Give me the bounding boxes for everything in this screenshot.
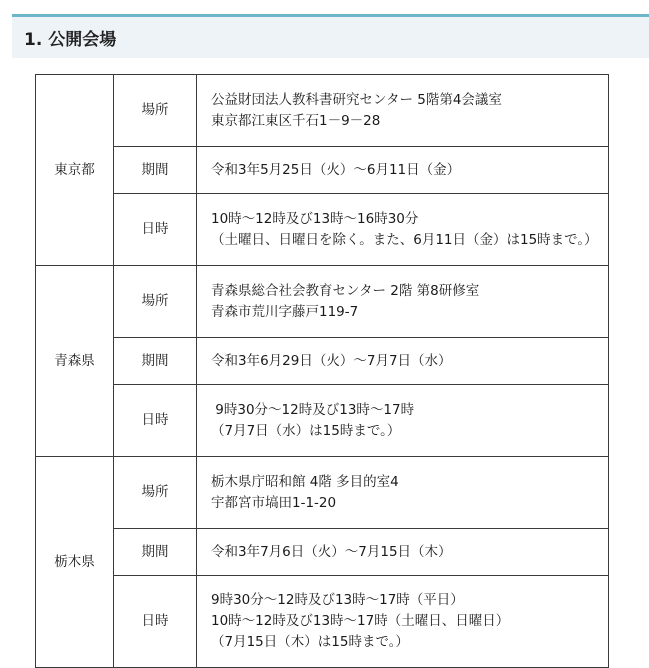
prefecture-cell: 青森県 [36,266,114,457]
place-value [197,266,609,338]
period-label: 期間 [114,338,197,385]
place-line: 栃木県庁昭和館 4階 多目的室4 [211,473,399,490]
time-line: （土曜日、日曜日を除く。また、6月11日（金）は15時まで。） [211,231,598,248]
table-row [36,266,609,338]
period-value [197,147,609,194]
place-value [197,457,609,529]
place-line: 宇都宮市塙田1-1-20 [211,494,337,511]
time-line: （7月15日（木）は15時まで。） [211,634,409,650]
place-line: 青森市荒川字藤戸119-7 [211,303,359,320]
time-label: 日時 [114,385,197,457]
time-line: 10時～12時及び13時～16時30分 [211,210,419,227]
time-line: （7月7日（水）は15時まで。） [211,422,401,439]
period-label: 期間 [114,147,197,194]
time-value [197,194,609,266]
period-value [197,338,609,385]
table-row [36,75,609,147]
place-label: 場所 [114,457,197,529]
table-row [36,457,609,529]
period-label: 期間 [114,529,197,576]
table-row [36,385,609,457]
prefecture-cell: 東京都 [36,75,114,266]
time-value [197,576,609,668]
table-row [36,147,609,194]
time-line: 10時～12時及び13時～17時（土曜日、日曜日） [211,613,510,629]
table-row [36,194,609,266]
place-line: 青森県総合社会教育センター 2階 第8研修室 [211,282,480,299]
section-heading [12,14,649,58]
place-label: 場所 [114,75,197,147]
place-value [197,75,609,147]
period-line: 令和3年5月25日（火）～6月11日（金） [211,161,461,178]
table-row [36,576,609,668]
time-line: 9時30分～12時及び13時～17時 [211,401,415,418]
table-row [36,529,609,576]
time-value [197,385,609,457]
period-value [197,529,609,576]
period-line: 令和3年6月29日（火）～7月7日（水） [211,352,452,369]
section-title: 1. 公開会場 [24,30,117,50]
prefecture-cell: 栃木県 [36,457,114,668]
period-line: 令和3年7月6日（火）～7月15日（木） [211,543,452,560]
time-label: 日時 [114,194,197,266]
place-line: 東京都江東区千石1－9－28 [211,112,381,129]
time-label: 日時 [114,576,197,668]
time-line: 9時30分～12時及び13時～17時（平日） [211,592,464,608]
venue-table [35,74,609,668]
place-label: 場所 [114,266,197,338]
table-row [36,338,609,385]
place-line: 公益財団法人教科書研究センター 5階第4会議室 [211,91,502,108]
